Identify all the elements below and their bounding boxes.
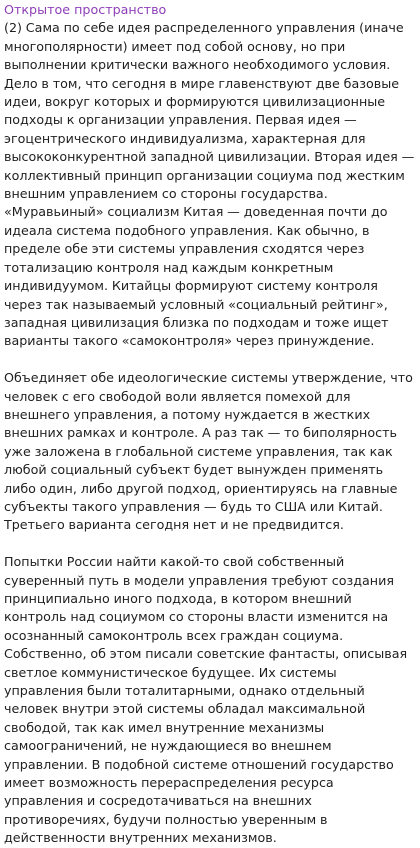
message-paragraph-1: (2) Сама по себе идея распределенного управления (иначе многополярности) имеет под собой основу, но при выполнении критически важного необходимого условия. Дело в том, что сегодня в мире главенствуют две базовые идеи, вокруг которых и формируются цивилизационные подходы к организации управления. Первая идея — эгоцентрического индивидуализма, характерная для высококонкурентной западной цивилизации. Вторая идея — коллективный принцип организации социума под жестким внешним управлением со стороны государства. «Муравьиный» социализм Китая — доведенная почти до идеала система подобного управления. Как обычно, в пределе обе эти системы управления сходятся через тотализацию контроля над каждым конкретным индивидуумом. Китайцы формируют систему контроля через так называемый условный «социальный рейтинг», западная цивилизация близка по подходам и тоже ищет варианты такого «самоконтроля» через принуждение. bbox=[4, 20, 415, 349]
channel-name[interactable]: Открытое пространство bbox=[4, 2, 167, 17]
message-post bbox=[4, 1, 416, 848]
message-paragraph-2: Объединяет обе идеологические системы утверждение, что человек с его свободой воли является помехой для внешнего управления, а потому нуждается в жестких внешних рамках и контроле. А раз так — то биполярность уже заложена в глобальной системе управления, так как любой социальный субъект будет вынужден применять либо один, либо другой подход, ориентируясь на главные субъекты такого управления — будь то США или Китай. Третьего варианта сегодня нет и не предвидится. bbox=[4, 370, 413, 533]
message-paragraph-3: Попытки России найти какой-то свой собственный суверенный путь в модели управления требуют создания принципиально иного подхода, в котором внешний контроль над социумом со стороны власти изменится на осознанный самоконтроль всех граждан социума. Собственно, об этом писали советские фантасты, описывая светлое коммунистическое будущее. Их системы управления были тоталитарными, однако отдельный человек внутри этой системы обладал максимальной свободой, так как имел внутренние механизмы самоограничений, не нуждающиеся во внешнем управлении. В подобной системе отношений государство имеет возможность перераспределения ресурса управления и сосредотачиваться на внешних противоречиях, будучи полностью уверенным в действенности внутренних механизмов. bbox=[4, 554, 408, 846]
